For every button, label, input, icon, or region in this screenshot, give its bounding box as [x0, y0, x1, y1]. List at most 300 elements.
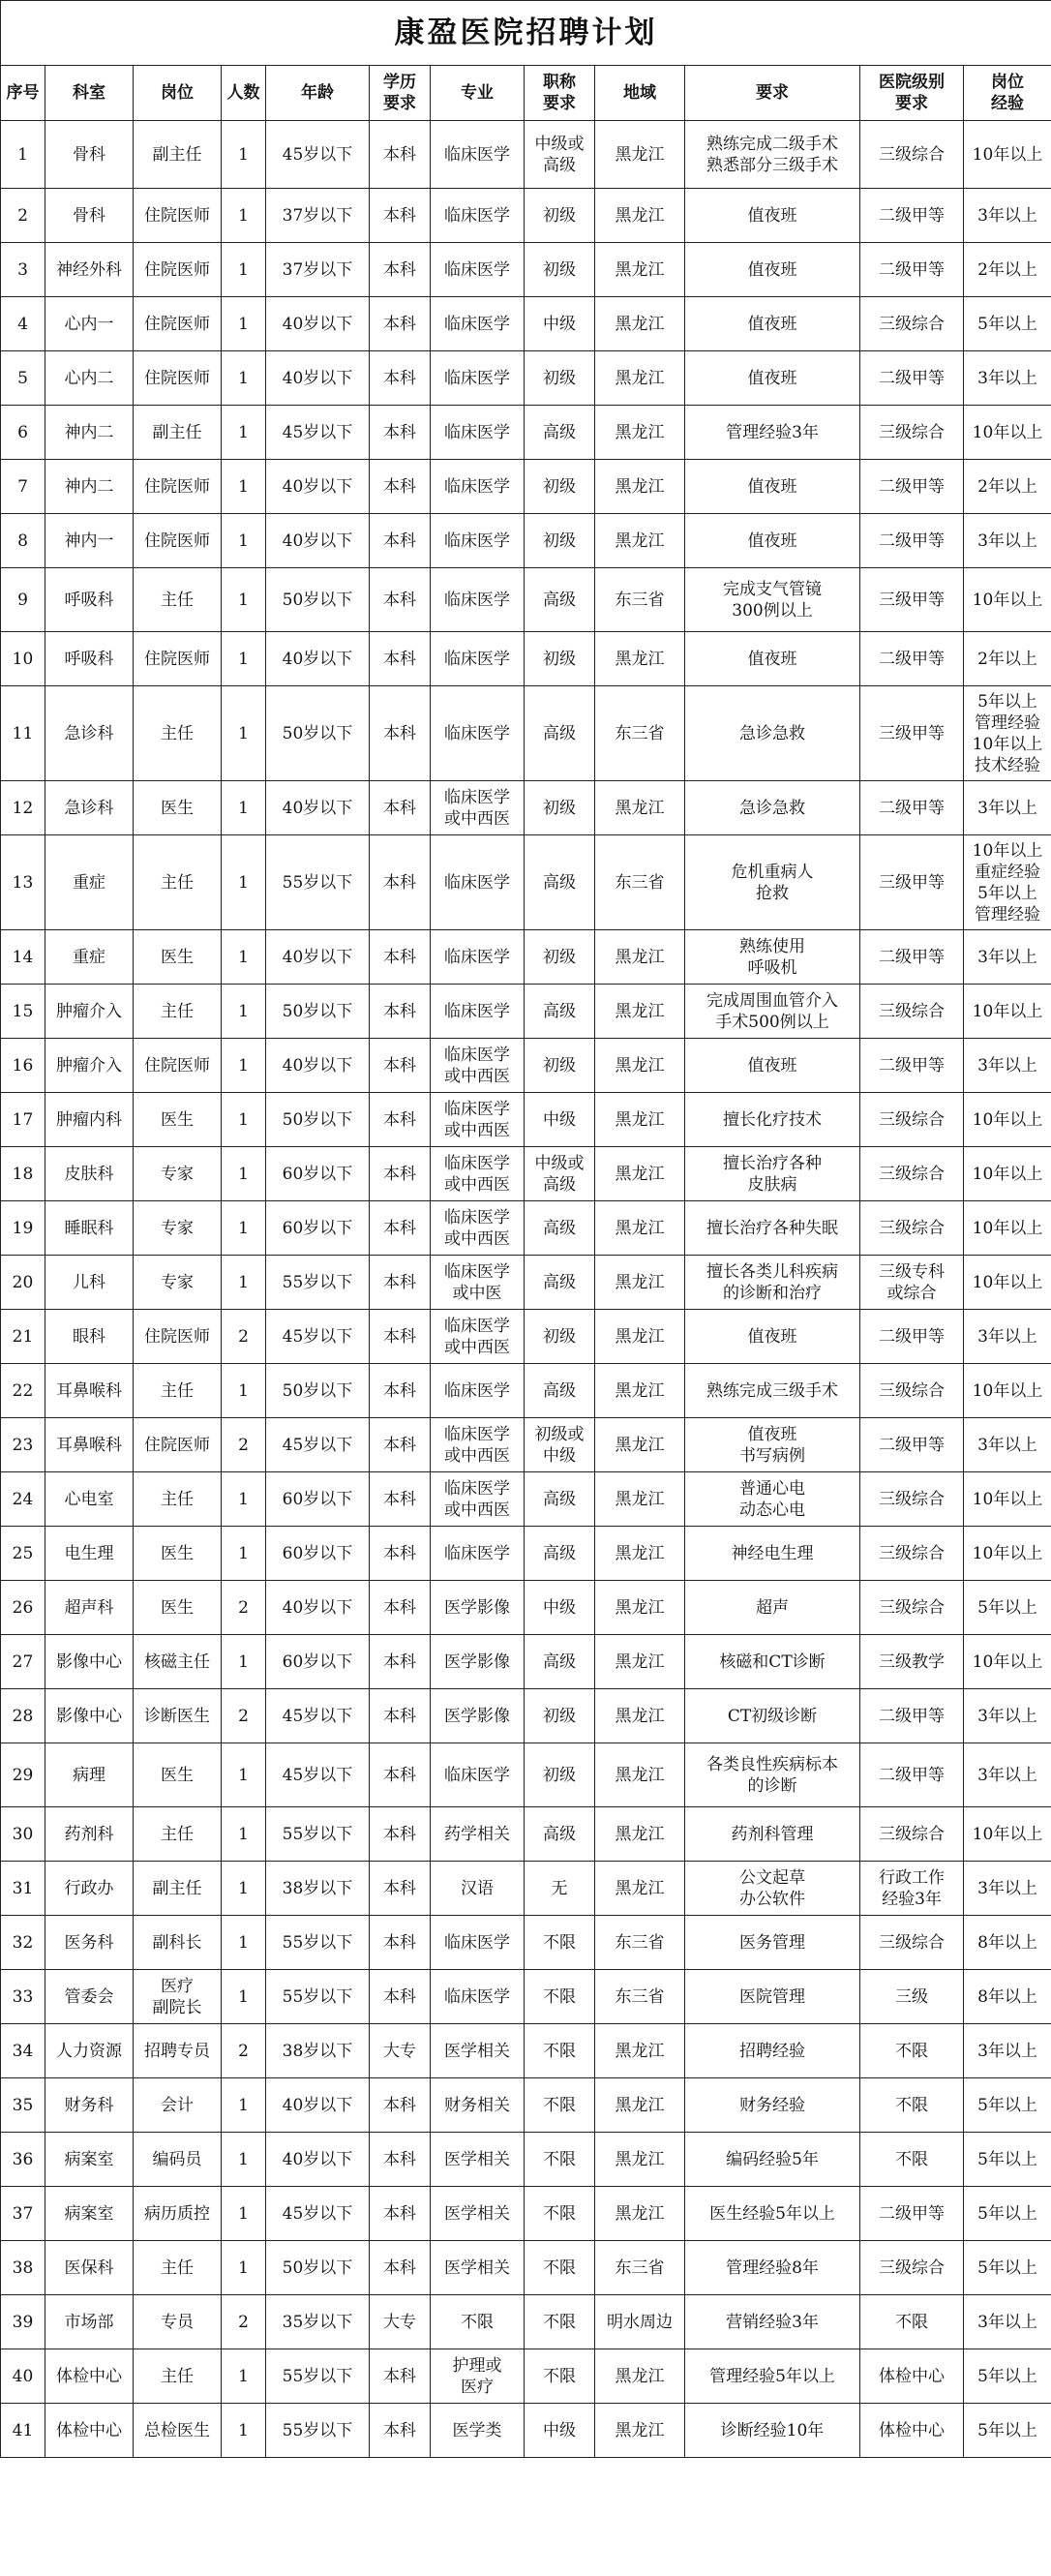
header-seq: 序号	[1, 66, 45, 121]
cell-education: 本科	[370, 243, 431, 297]
header-department: 科室	[45, 66, 134, 121]
cell-region: 东三省	[595, 1916, 685, 1970]
cell-requirements: 医生经验5年以上	[685, 2187, 860, 2241]
cell-experience: 3年以上	[964, 1039, 1051, 1093]
cell-requirements: 值夜班	[685, 243, 860, 297]
cell-age: 38岁以下	[266, 2024, 370, 2078]
cell-region: 黑龙江	[595, 632, 685, 686]
cell-position: 住院医师	[134, 1418, 222, 1472]
cell-position: 病历质控	[134, 2187, 222, 2241]
cell-hospital-level: 二级甲等	[860, 514, 964, 568]
cell-region: 明水周边	[595, 2295, 685, 2349]
table-row	[1, 632, 1051, 686]
cell-age: 45岁以下	[266, 121, 370, 189]
cell-experience: 10年以上 重症经验 5年以上 管理经验	[964, 835, 1051, 930]
cell-requirements: 值夜班	[685, 351, 860, 406]
cell-region: 黑龙江	[595, 1472, 685, 1527]
cell-position: 住院医师	[134, 1039, 222, 1093]
cell-position: 编码员	[134, 2133, 222, 2187]
cell-requirements: 营销经验3年	[685, 2295, 860, 2349]
cell-department: 肿瘤介入	[45, 1039, 134, 1093]
cell-hospital-level: 三级甲等	[860, 835, 964, 930]
cell-region: 黑龙江	[595, 1635, 685, 1689]
cell-department: 呼吸科	[45, 568, 134, 632]
cell-position: 主任	[134, 686, 222, 781]
cell-seq: 30	[1, 1807, 45, 1862]
cell-education: 本科	[370, 121, 431, 189]
cell-headcount: 2	[222, 1581, 266, 1635]
cell-experience: 3年以上	[964, 1743, 1051, 1807]
cell-hospital-level: 三级综合	[860, 1581, 964, 1635]
cell-title-level: 高级	[525, 1256, 595, 1310]
cell-title-level: 初级	[525, 1039, 595, 1093]
cell-seq: 27	[1, 1635, 45, 1689]
cell-major: 护理或 医疗	[431, 2349, 525, 2404]
cell-headcount: 1	[222, 930, 266, 985]
cell-experience: 10年以上	[964, 406, 1051, 460]
cell-hospital-level: 三级综合	[860, 1201, 964, 1256]
cell-age: 37岁以下	[266, 243, 370, 297]
cell-region: 东三省	[595, 2241, 685, 2295]
cell-region: 黑龙江	[595, 351, 685, 406]
table-row	[1, 121, 1051, 189]
cell-seq: 6	[1, 406, 45, 460]
cell-major: 临床医学	[431, 1527, 525, 1581]
cell-title-level: 高级	[525, 1201, 595, 1256]
cell-experience: 10年以上	[964, 985, 1051, 1039]
table-row	[1, 297, 1051, 351]
table-row	[1, 514, 1051, 568]
cell-title-level: 高级	[525, 1635, 595, 1689]
cell-title-level: 高级	[525, 406, 595, 460]
cell-seq: 1	[1, 121, 45, 189]
cell-seq: 26	[1, 1581, 45, 1635]
cell-major: 临床医学 或中西医	[431, 1418, 525, 1472]
cell-department: 神经外科	[45, 243, 134, 297]
table-row	[1, 2187, 1051, 2241]
cell-headcount: 1	[222, 835, 266, 930]
cell-age: 45岁以下	[266, 2187, 370, 2241]
cell-department: 体检中心	[45, 2404, 134, 2458]
cell-experience: 3年以上	[964, 1418, 1051, 1472]
cell-headcount: 1	[222, 243, 266, 297]
header-major: 专业	[431, 66, 525, 121]
cell-position: 主任	[134, 568, 222, 632]
cell-experience: 3年以上	[964, 1689, 1051, 1743]
cell-requirements: 超声	[685, 1581, 860, 1635]
cell-major: 临床医学	[431, 189, 525, 243]
cell-education: 本科	[370, 1039, 431, 1093]
cell-requirements: 值夜班	[685, 632, 860, 686]
cell-title-level: 不限	[525, 1970, 595, 2024]
cell-title-level: 不限	[525, 2078, 595, 2133]
cell-experience: 5年以上	[964, 2241, 1051, 2295]
cell-headcount: 1	[222, 2404, 266, 2458]
cell-position: 诊断医生	[134, 1689, 222, 1743]
table-row	[1, 189, 1051, 243]
cell-age: 40岁以下	[266, 460, 370, 514]
cell-department: 皮肤科	[45, 1147, 134, 1201]
cell-requirements: 值夜班	[685, 514, 860, 568]
cell-seq: 15	[1, 985, 45, 1039]
cell-position: 医生	[134, 781, 222, 835]
cell-hospital-level: 不限	[860, 2024, 964, 2078]
cell-experience: 3年以上	[964, 189, 1051, 243]
cell-seq: 24	[1, 1472, 45, 1527]
cell-major: 临床医学	[431, 1970, 525, 2024]
cell-headcount: 1	[222, 2078, 266, 2133]
table-row	[1, 1093, 1051, 1147]
cell-requirements: 编码经验5年	[685, 2133, 860, 2187]
cell-requirements: 擅长治疗各种失眠	[685, 1201, 860, 1256]
cell-seq: 18	[1, 1147, 45, 1201]
cell-department: 市场部	[45, 2295, 134, 2349]
cell-headcount: 1	[222, 781, 266, 835]
cell-requirements: 危机重病人 抢救	[685, 835, 860, 930]
table-row	[1, 1635, 1051, 1689]
cell-seq: 39	[1, 2295, 45, 2349]
cell-requirements: 核磁和CT诊断	[685, 1635, 860, 1689]
cell-headcount: 1	[222, 406, 266, 460]
cell-major: 临床医学 或中西医	[431, 1093, 525, 1147]
table-row	[1, 460, 1051, 514]
cell-education: 本科	[370, 1256, 431, 1310]
cell-major: 临床医学 或中西医	[431, 781, 525, 835]
cell-seq: 8	[1, 514, 45, 568]
cell-title-level: 初级	[525, 930, 595, 985]
cell-seq: 13	[1, 835, 45, 930]
cell-hospital-level: 三级综合	[860, 1472, 964, 1527]
cell-region: 黑龙江	[595, 2078, 685, 2133]
cell-age: 45岁以下	[266, 1310, 370, 1364]
cell-title-level: 中级或 高级	[525, 1147, 595, 1201]
cell-position: 住院医师	[134, 297, 222, 351]
cell-major: 临床医学	[431, 686, 525, 781]
cell-hospital-level: 二级甲等	[860, 351, 964, 406]
cell-major: 临床医学 或中医	[431, 1256, 525, 1310]
cell-requirements: 药剂科管理	[685, 1807, 860, 1862]
cell-education: 本科	[370, 297, 431, 351]
cell-seq: 36	[1, 2133, 45, 2187]
cell-title-level: 初级	[525, 1310, 595, 1364]
cell-department: 影像中心	[45, 1635, 134, 1689]
cell-age: 55岁以下	[266, 1256, 370, 1310]
cell-title-level: 无	[525, 1862, 595, 1916]
cell-title-level: 初级或 中级	[525, 1418, 595, 1472]
header-requirements: 要求	[685, 66, 860, 121]
cell-department: 睡眠科	[45, 1201, 134, 1256]
cell-seq: 10	[1, 632, 45, 686]
cell-title-level: 不限	[525, 1916, 595, 1970]
cell-experience: 5年以上	[964, 297, 1051, 351]
cell-region: 东三省	[595, 835, 685, 930]
cell-region: 黑龙江	[595, 1093, 685, 1147]
cell-department: 病理	[45, 1743, 134, 1807]
cell-hospital-level: 二级甲等	[860, 1689, 964, 1743]
cell-requirements: 急诊急救	[685, 781, 860, 835]
cell-experience: 5年以上	[964, 2404, 1051, 2458]
cell-title-level: 高级	[525, 1807, 595, 1862]
cell-title-level: 中级	[525, 297, 595, 351]
cell-education: 本科	[370, 930, 431, 985]
table-row	[1, 1310, 1051, 1364]
cell-headcount: 1	[222, 2349, 266, 2404]
cell-education: 本科	[370, 514, 431, 568]
table-row	[1, 2133, 1051, 2187]
cell-requirements: 值夜班	[685, 189, 860, 243]
cell-region: 黑龙江	[595, 1201, 685, 1256]
cell-department: 重症	[45, 835, 134, 930]
cell-experience: 2年以上	[964, 632, 1051, 686]
cell-position: 主任	[134, 2349, 222, 2404]
cell-major: 临床医学 或中西医	[431, 1310, 525, 1364]
cell-major: 医学影像	[431, 1635, 525, 1689]
cell-age: 45岁以下	[266, 1418, 370, 1472]
cell-age: 40岁以下	[266, 930, 370, 985]
cell-position: 主任	[134, 835, 222, 930]
table-row	[1, 1581, 1051, 1635]
cell-hospital-level: 三级	[860, 1970, 964, 2024]
cell-requirements: 擅长化疗技术	[685, 1093, 860, 1147]
cell-position: 主任	[134, 1364, 222, 1418]
cell-age: 50岁以下	[266, 2241, 370, 2295]
cell-experience: 10年以上	[964, 1147, 1051, 1201]
cell-hospital-level: 二级甲等	[860, 930, 964, 985]
table-row	[1, 2241, 1051, 2295]
table-row	[1, 2078, 1051, 2133]
cell-region: 黑龙江	[595, 297, 685, 351]
cell-experience: 3年以上	[964, 2024, 1051, 2078]
cell-seq: 5	[1, 351, 45, 406]
cell-education: 本科	[370, 2404, 431, 2458]
cell-seq: 20	[1, 1256, 45, 1310]
cell-region: 东三省	[595, 1970, 685, 2024]
cell-requirements: 神经电生理	[685, 1527, 860, 1581]
cell-education: 本科	[370, 781, 431, 835]
cell-education: 本科	[370, 460, 431, 514]
cell-experience: 8年以上	[964, 1916, 1051, 1970]
table-row	[1, 406, 1051, 460]
cell-seq: 34	[1, 2024, 45, 2078]
cell-position: 住院医师	[134, 632, 222, 686]
cell-major: 临床医学	[431, 243, 525, 297]
cell-department: 骨科	[45, 189, 134, 243]
cell-department: 管委会	[45, 1970, 134, 2024]
cell-title-level: 高级	[525, 1527, 595, 1581]
cell-hospital-level: 不限	[860, 2295, 964, 2349]
cell-hospital-level: 二级甲等	[860, 781, 964, 835]
cell-headcount: 2	[222, 2295, 266, 2349]
cell-title-level: 高级	[525, 568, 595, 632]
cell-major: 临床医学	[431, 835, 525, 930]
cell-seq: 33	[1, 1970, 45, 2024]
cell-seq: 16	[1, 1039, 45, 1093]
cell-headcount: 1	[222, 1201, 266, 1256]
cell-major: 临床医学	[431, 1743, 525, 1807]
cell-headcount: 1	[222, 1916, 266, 1970]
cell-department: 儿科	[45, 1256, 134, 1310]
cell-position: 主任	[134, 1472, 222, 1527]
cell-hospital-level: 三级综合	[860, 297, 964, 351]
cell-position: 医生	[134, 1527, 222, 1581]
cell-title-level: 不限	[525, 2349, 595, 2404]
cell-title-level: 初级	[525, 781, 595, 835]
cell-hospital-level: 三级专科 或综合	[860, 1256, 964, 1310]
cell-requirements: 完成周围血管介入 手术500例以上	[685, 985, 860, 1039]
cell-age: 50岁以下	[266, 985, 370, 1039]
cell-seq: 7	[1, 460, 45, 514]
cell-education: 大专	[370, 2024, 431, 2078]
cell-region: 黑龙江	[595, 1807, 685, 1862]
table-row	[1, 2295, 1051, 2349]
cell-headcount: 1	[222, 297, 266, 351]
cell-region: 黑龙江	[595, 1689, 685, 1743]
cell-age: 40岁以下	[266, 297, 370, 351]
cell-experience: 10年以上	[964, 1807, 1051, 1862]
cell-education: 本科	[370, 2349, 431, 2404]
cell-position: 专家	[134, 1201, 222, 1256]
cell-experience: 10年以上	[964, 1635, 1051, 1689]
cell-hospital-level: 行政工作 经验3年	[860, 1862, 964, 1916]
cell-seq: 19	[1, 1201, 45, 1256]
cell-department: 医务科	[45, 1916, 134, 1970]
cell-requirements: 普通心电 动态心电	[685, 1472, 860, 1527]
cell-hospital-level: 三级综合	[860, 1807, 964, 1862]
cell-seq: 4	[1, 297, 45, 351]
cell-department: 神内一	[45, 514, 134, 568]
cell-age: 40岁以下	[266, 2133, 370, 2187]
cell-department: 行政办	[45, 1862, 134, 1916]
cell-experience: 10年以上	[964, 1093, 1051, 1147]
table-row	[1, 1147, 1051, 1201]
table-row	[1, 1201, 1051, 1256]
cell-hospital-level: 二级甲等	[860, 1039, 964, 1093]
cell-hospital-level: 体检中心	[860, 2349, 964, 2404]
cell-hospital-level: 二级甲等	[860, 632, 964, 686]
cell-headcount: 1	[222, 1527, 266, 1581]
cell-requirements: 擅长各类儿科疾病 的诊断和治疗	[685, 1256, 860, 1310]
cell-major: 医学相关	[431, 2187, 525, 2241]
cell-major: 汉语	[431, 1862, 525, 1916]
cell-department: 超声科	[45, 1581, 134, 1635]
cell-requirements: 医院管理	[685, 1970, 860, 2024]
cell-title-level: 不限	[525, 2024, 595, 2078]
cell-hospital-level: 三级综合	[860, 1364, 964, 1418]
cell-requirements: 诊断经验10年	[685, 2404, 860, 2458]
cell-experience: 10年以上	[964, 1472, 1051, 1527]
cell-position: 专家	[134, 1147, 222, 1201]
cell-headcount: 1	[222, 1364, 266, 1418]
cell-region: 黑龙江	[595, 2349, 685, 2404]
cell-education: 本科	[370, 568, 431, 632]
cell-experience: 3年以上	[964, 781, 1051, 835]
cell-education: 本科	[370, 351, 431, 406]
cell-age: 40岁以下	[266, 2078, 370, 2133]
cell-department: 急诊科	[45, 781, 134, 835]
cell-hospital-level: 体检中心	[860, 2404, 964, 2458]
cell-requirements: 急诊急救	[685, 686, 860, 781]
cell-age: 37岁以下	[266, 189, 370, 243]
cell-experience: 2年以上	[964, 243, 1051, 297]
cell-experience: 10年以上	[964, 1364, 1051, 1418]
header-region: 地域	[595, 66, 685, 121]
cell-requirements: 招聘经验	[685, 2024, 860, 2078]
cell-department: 耳鼻喉科	[45, 1418, 134, 1472]
cell-hospital-level: 三级综合	[860, 406, 964, 460]
cell-education: 本科	[370, 2241, 431, 2295]
cell-major: 临床医学	[431, 1364, 525, 1418]
cell-hospital-level: 不限	[860, 2133, 964, 2187]
cell-hospital-level: 二级甲等	[860, 243, 964, 297]
header-position: 岗位	[134, 66, 222, 121]
cell-seq: 32	[1, 1916, 45, 1970]
cell-department: 眼科	[45, 1310, 134, 1364]
cell-headcount: 1	[222, 1147, 266, 1201]
cell-education: 本科	[370, 985, 431, 1039]
cell-age: 55岁以下	[266, 1916, 370, 1970]
cell-requirements: 值夜班	[685, 1039, 860, 1093]
cell-seq: 23	[1, 1418, 45, 1472]
cell-age: 38岁以下	[266, 1862, 370, 1916]
cell-region: 黑龙江	[595, 2024, 685, 2078]
cell-region: 黑龙江	[595, 1039, 685, 1093]
cell-title-level: 高级	[525, 1472, 595, 1527]
cell-department: 人力资源	[45, 2024, 134, 2078]
cell-position: 医生	[134, 930, 222, 985]
cell-seq: 2	[1, 189, 45, 243]
cell-region: 黑龙江	[595, 2187, 685, 2241]
cell-headcount: 1	[222, 121, 266, 189]
cell-age: 50岁以下	[266, 1093, 370, 1147]
cell-department: 呼吸科	[45, 632, 134, 686]
cell-headcount: 1	[222, 2187, 266, 2241]
cell-education: 本科	[370, 1310, 431, 1364]
table-row	[1, 2024, 1051, 2078]
cell-headcount: 2	[222, 2024, 266, 2078]
cell-major: 不限	[431, 2295, 525, 2349]
cell-experience: 8年以上	[964, 1970, 1051, 2024]
cell-education: 本科	[370, 2133, 431, 2187]
page-title: 康盈医院招聘计划	[1, 1, 1051, 66]
cell-requirements: 管理经验3年	[685, 406, 860, 460]
cell-title-level: 高级	[525, 985, 595, 1039]
cell-requirements: CT初级诊断	[685, 1689, 860, 1743]
cell-major: 医学类	[431, 2404, 525, 2458]
cell-age: 45岁以下	[266, 406, 370, 460]
header-row	[1, 66, 1051, 121]
cell-title-level: 初级	[525, 1743, 595, 1807]
cell-major: 医学相关	[431, 2241, 525, 2295]
cell-education: 本科	[370, 1147, 431, 1201]
cell-education: 本科	[370, 1689, 431, 1743]
table-row	[1, 686, 1051, 781]
cell-age: 55岁以下	[266, 1807, 370, 1862]
cell-region: 黑龙江	[595, 930, 685, 985]
header-hospital-level: 医院级别 要求	[860, 66, 964, 121]
cell-education: 本科	[370, 1743, 431, 1807]
cell-hospital-level: 二级甲等	[860, 460, 964, 514]
cell-title-level: 高级	[525, 835, 595, 930]
cell-headcount: 1	[222, 1256, 266, 1310]
cell-department: 心电室	[45, 1472, 134, 1527]
cell-seq: 38	[1, 2241, 45, 2295]
cell-region: 黑龙江	[595, 1147, 685, 1201]
table-row	[1, 243, 1051, 297]
cell-position: 医疗 副院长	[134, 1970, 222, 2024]
cell-age: 60岁以下	[266, 1147, 370, 1201]
cell-region: 黑龙江	[595, 1581, 685, 1635]
cell-requirements: 擅长治疗各种 皮肤病	[685, 1147, 860, 1201]
